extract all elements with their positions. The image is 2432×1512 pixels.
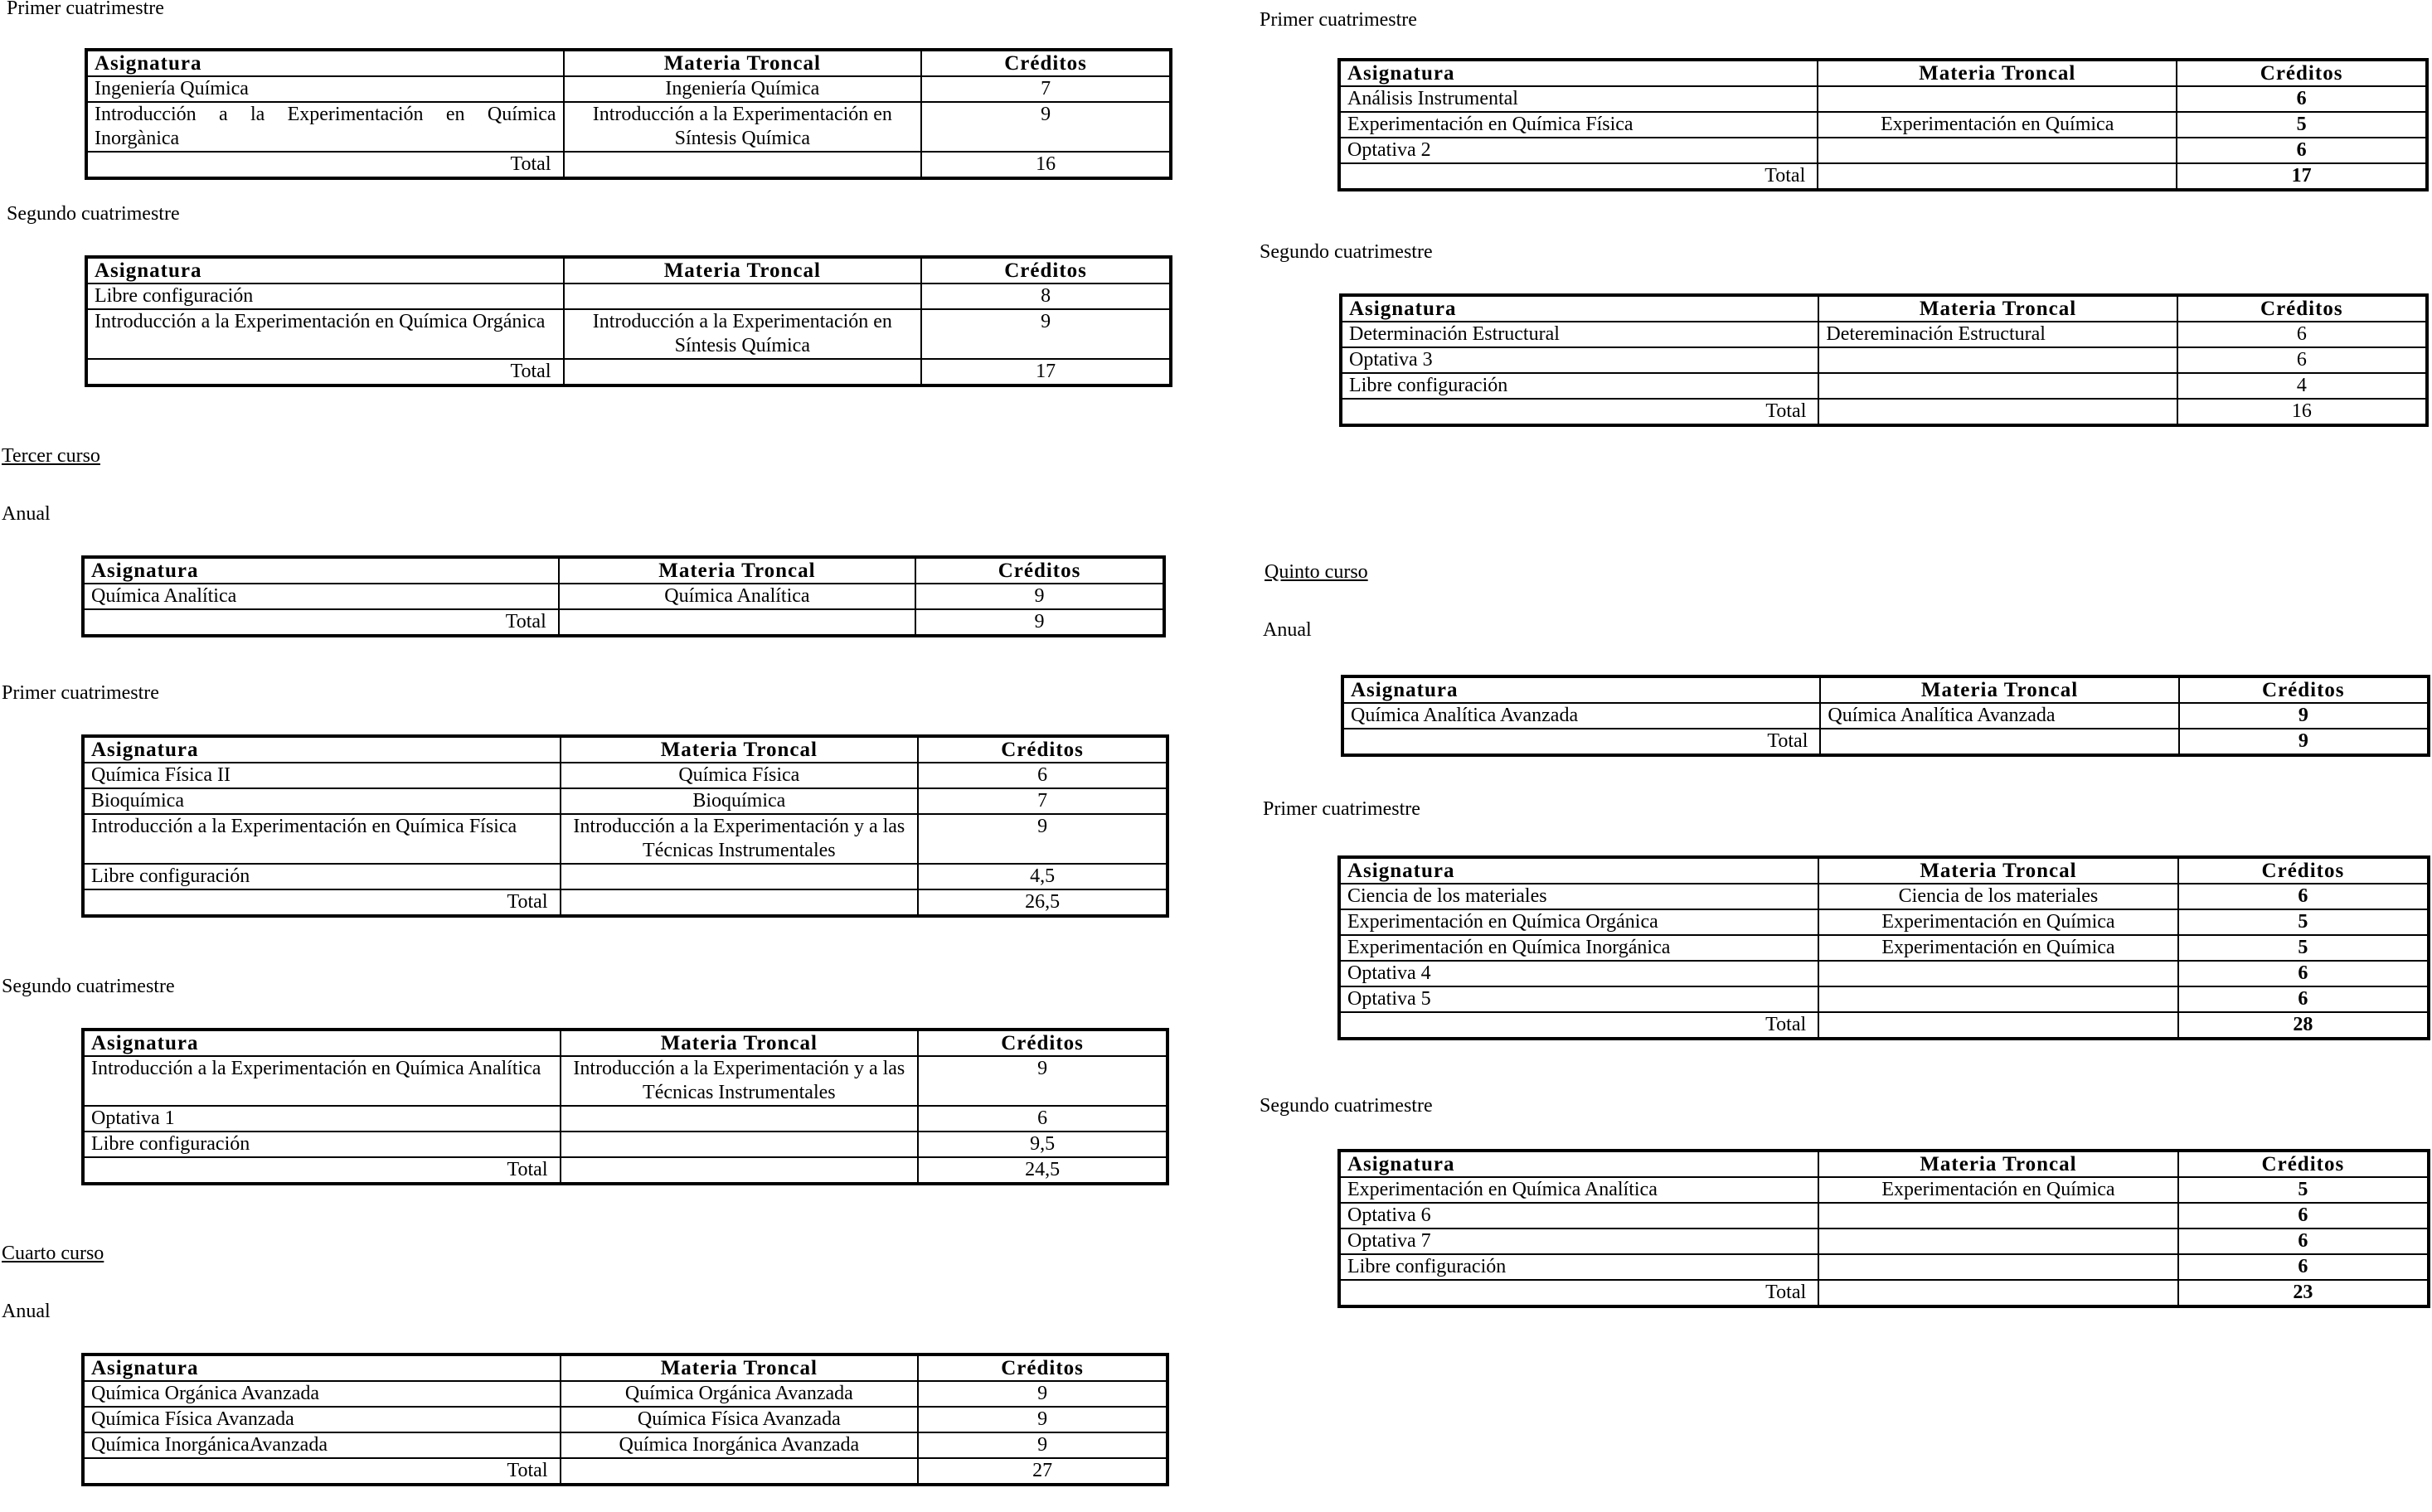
table-row bbox=[83, 864, 1167, 889]
col-header-creditos: Créditos bbox=[2178, 1151, 2429, 1177]
materia-troncal-cell: Introducción a la Experimentación en Síntesis Química bbox=[564, 309, 922, 359]
header-row bbox=[1342, 676, 2429, 703]
asignatura-cell: Libre configuración bbox=[86, 284, 564, 309]
total-label: Total bbox=[83, 889, 561, 916]
table-row bbox=[1339, 884, 2429, 909]
table-row bbox=[83, 814, 1167, 864]
table-row bbox=[86, 76, 1171, 102]
table-row bbox=[1339, 112, 2427, 138]
creditos-cell: 7 bbox=[918, 788, 1167, 814]
asignatura-cell: Libre configuración bbox=[1339, 1254, 1818, 1280]
total-empty-cell bbox=[559, 609, 915, 636]
asignatura-cell: Introducción a la Experimentación en Química Orgánica bbox=[86, 309, 564, 359]
creditos-cell: 9 bbox=[921, 102, 1171, 152]
col-header-asignatura: Asignatura bbox=[86, 50, 564, 76]
materia-troncal-cell: Experimentación en Química bbox=[1818, 1177, 2178, 1203]
header-row bbox=[86, 257, 1171, 284]
col-header-materia-troncal: Materia Troncal bbox=[561, 736, 919, 763]
materia-troncal-cell bbox=[561, 864, 919, 889]
asignatura-cell: Química Analítica bbox=[83, 584, 559, 609]
creditos-cell: 9 bbox=[921, 309, 1171, 359]
col-header-creditos: Créditos bbox=[2177, 60, 2427, 86]
asignatura-cell: Química Física II bbox=[83, 763, 561, 788]
materia-troncal-cell: Introducción a la Experimentación y a las Técnicas Instrumentales bbox=[561, 1056, 919, 1106]
asignatura-cell: Determinación Estructural bbox=[1341, 322, 1818, 347]
total-row bbox=[1339, 163, 2427, 190]
col-header-materia-troncal: Materia Troncal bbox=[561, 1354, 919, 1381]
col-header-creditos: Créditos bbox=[2177, 295, 2427, 322]
materia-troncal-cell: Química Inorgánica Avanzada bbox=[561, 1432, 919, 1458]
total-label: Total bbox=[83, 1458, 561, 1485]
total-label: Total bbox=[86, 359, 564, 385]
materia-troncal-cell: Introducción a la Experimentación y a las Técnicas Instrumentales bbox=[561, 814, 919, 864]
creditos-cell: 6 bbox=[2178, 884, 2429, 909]
table-row bbox=[83, 1132, 1167, 1157]
col-header-materia-troncal: Materia Troncal bbox=[1818, 295, 2177, 322]
col-header-asignatura: Asignatura bbox=[83, 557, 559, 584]
creditos-cell: 5 bbox=[2178, 935, 2429, 961]
creditos-cell: 9 bbox=[918, 1381, 1167, 1407]
materia-troncal-cell: Ciencia de los materiales bbox=[1818, 884, 2178, 909]
asignatura-cell: Introducción a la Experimentación en Química Física bbox=[83, 814, 561, 864]
asignatura-cell: Experimentación en Química Inorgánica bbox=[1339, 935, 1818, 961]
course-heading: Quinto curso bbox=[1265, 561, 1368, 583]
table-row bbox=[83, 584, 1164, 609]
materia-troncal-cell bbox=[564, 284, 922, 309]
col-header-creditos: Créditos bbox=[2179, 676, 2429, 703]
section-label: Segundo cuatrimestre bbox=[7, 203, 180, 225]
header-row bbox=[83, 1354, 1167, 1381]
credits-table bbox=[85, 48, 1172, 180]
total-empty-cell bbox=[1820, 729, 2178, 755]
credits-table bbox=[81, 734, 1169, 918]
col-header-materia-troncal: Materia Troncal bbox=[564, 257, 922, 284]
asignatura-cell: Optativa 2 bbox=[1339, 138, 1818, 163]
col-header-creditos: Créditos bbox=[918, 1354, 1167, 1381]
materia-troncal-cell: Química Física bbox=[561, 763, 919, 788]
creditos-cell: 8 bbox=[921, 284, 1171, 309]
materia-troncal-cell bbox=[1818, 1254, 2178, 1280]
total-label: Total bbox=[1342, 729, 1820, 755]
col-header-materia-troncal: Materia Troncal bbox=[1818, 60, 2177, 86]
table-row bbox=[1339, 935, 2429, 961]
asignatura-cell: Química InorgánicaAvanzada bbox=[83, 1432, 561, 1458]
total-creditos: 26,5 bbox=[918, 889, 1167, 916]
creditos-cell: 5 bbox=[2178, 1177, 2429, 1203]
total-creditos: 9 bbox=[2179, 729, 2429, 755]
col-header-asignatura: Asignatura bbox=[1339, 60, 1818, 86]
course-heading: Tercer curso bbox=[2, 445, 100, 467]
asignatura-cell: Libre configuración bbox=[83, 1132, 561, 1157]
total-row bbox=[1339, 1012, 2429, 1039]
creditos-cell: 4 bbox=[2177, 373, 2427, 399]
table-row bbox=[86, 309, 1171, 359]
table-row bbox=[1339, 1203, 2429, 1228]
creditos-cell: 9 bbox=[918, 1407, 1167, 1432]
table-row bbox=[83, 788, 1167, 814]
total-row bbox=[83, 609, 1164, 636]
table-row bbox=[1339, 986, 2429, 1012]
table-row bbox=[1339, 1177, 2429, 1203]
materia-troncal-cell bbox=[1818, 86, 2177, 112]
col-header-creditos: Créditos bbox=[918, 736, 1167, 763]
asignatura-cell: Experimentación en Química Orgánica bbox=[1339, 909, 1818, 935]
total-row bbox=[83, 1157, 1167, 1184]
creditos-cell: 5 bbox=[2178, 909, 2429, 935]
creditos-cell: 6 bbox=[2178, 1254, 2429, 1280]
creditos-cell: 6 bbox=[2177, 347, 2427, 373]
section-label: Segundo cuatrimestre bbox=[2, 976, 175, 997]
header-row bbox=[1339, 857, 2429, 884]
table-row bbox=[83, 1056, 1167, 1106]
asignatura-cell: Química Física Avanzada bbox=[83, 1407, 561, 1432]
total-empty-cell bbox=[1818, 163, 2177, 190]
col-header-asignatura: Asignatura bbox=[83, 1030, 561, 1056]
materia-troncal-cell: Detereminación Estructural bbox=[1818, 322, 2177, 347]
asignatura-cell: Optativa 4 bbox=[1339, 961, 1818, 986]
total-label: Total bbox=[1339, 163, 1818, 190]
materia-troncal-cell: Experimentación en Química bbox=[1818, 112, 2177, 138]
col-header-asignatura: Asignatura bbox=[1341, 295, 1818, 322]
total-empty-cell bbox=[564, 152, 922, 178]
creditos-cell: 6 bbox=[2178, 986, 2429, 1012]
creditos-cell: 9 bbox=[915, 584, 1164, 609]
materia-troncal-cell: Experimentación en Química bbox=[1818, 909, 2178, 935]
total-creditos: 24,5 bbox=[918, 1157, 1167, 1184]
creditos-cell: 6 bbox=[2178, 961, 2429, 986]
total-row bbox=[1342, 729, 2429, 755]
col-header-materia-troncal: Materia Troncal bbox=[559, 557, 915, 584]
col-header-asignatura: Asignatura bbox=[1342, 676, 1820, 703]
credits-table bbox=[1337, 58, 2429, 191]
asignatura-cell: Experimentación en Química Física bbox=[1339, 112, 1818, 138]
creditos-cell: 9 bbox=[918, 814, 1167, 864]
col-header-materia-troncal: Materia Troncal bbox=[1820, 676, 2178, 703]
materia-troncal-cell: Química Orgánica Avanzada bbox=[561, 1381, 919, 1407]
asignatura-cell: Libre configuración bbox=[1341, 373, 1818, 399]
asignatura-cell: Análisis Instrumental bbox=[1339, 86, 1818, 112]
table-row bbox=[1339, 138, 2427, 163]
total-creditos: 16 bbox=[2177, 399, 2427, 425]
total-creditos: 9 bbox=[915, 609, 1164, 636]
header-row bbox=[1339, 60, 2427, 86]
asignatura-cell: Química Orgánica Avanzada bbox=[83, 1381, 561, 1407]
materia-troncal-cell: Bioquímica bbox=[561, 788, 919, 814]
total-creditos: 17 bbox=[921, 359, 1171, 385]
table-row bbox=[1341, 322, 2427, 347]
total-empty-cell bbox=[564, 359, 922, 385]
asignatura-cell: Optativa 7 bbox=[1339, 1228, 1818, 1254]
asignatura-cell: Optativa 1 bbox=[83, 1106, 561, 1132]
total-creditos: 27 bbox=[918, 1458, 1167, 1485]
table-row bbox=[1341, 347, 2427, 373]
materia-troncal-cell bbox=[561, 1106, 919, 1132]
materia-troncal-cell bbox=[1818, 373, 2177, 399]
credits-table bbox=[1339, 293, 2429, 427]
creditos-cell: 6 bbox=[918, 1106, 1167, 1132]
credits-table bbox=[1337, 855, 2430, 1040]
materia-troncal-cell bbox=[1818, 347, 2177, 373]
col-header-asignatura: Asignatura bbox=[83, 1354, 561, 1381]
total-creditos: 28 bbox=[2178, 1012, 2429, 1039]
header-row bbox=[1339, 1151, 2429, 1177]
asignatura-cell: Introducción a la Experimentación en Química Analítica bbox=[83, 1056, 561, 1106]
total-empty-cell bbox=[561, 889, 919, 916]
asignatura-cell: Ciencia de los materiales bbox=[1339, 884, 1818, 909]
table-row bbox=[86, 102, 1171, 152]
table-row bbox=[83, 1407, 1167, 1432]
creditos-cell: 9 bbox=[918, 1432, 1167, 1458]
total-label: Total bbox=[1341, 399, 1818, 425]
credits-table bbox=[81, 1353, 1169, 1486]
table-row bbox=[1341, 373, 2427, 399]
creditos-cell: 4,5 bbox=[918, 864, 1167, 889]
total-empty-cell bbox=[1818, 1012, 2178, 1039]
creditos-cell: 6 bbox=[2177, 322, 2427, 347]
total-label: Total bbox=[1339, 1012, 1818, 1039]
table-row bbox=[83, 1381, 1167, 1407]
total-row bbox=[1341, 399, 2427, 425]
col-header-creditos: Créditos bbox=[918, 1030, 1167, 1056]
credits-table bbox=[85, 255, 1172, 387]
table-row bbox=[1339, 86, 2427, 112]
asignatura-cell: Optativa 6 bbox=[1339, 1203, 1818, 1228]
col-header-creditos: Créditos bbox=[915, 557, 1164, 584]
credits-table bbox=[81, 555, 1166, 637]
header-row bbox=[1341, 295, 2427, 322]
course-heading: Cuarto curso bbox=[2, 1243, 104, 1264]
materia-troncal-cell: Experimentación en Química bbox=[1818, 935, 2178, 961]
col-header-asignatura: Asignatura bbox=[1339, 857, 1818, 884]
col-header-materia-troncal: Materia Troncal bbox=[1818, 1151, 2178, 1177]
asignatura-cell: Optativa 5 bbox=[1339, 986, 1818, 1012]
section-label: Segundo cuatrimestre bbox=[1260, 1095, 1433, 1117]
asignatura-cell: Experimentación en Química Analítica bbox=[1339, 1177, 1818, 1203]
total-empty-cell bbox=[561, 1458, 919, 1485]
creditos-cell: 6 bbox=[2177, 86, 2427, 112]
section-label: Primer cuatrimestre bbox=[2, 682, 159, 704]
total-label: Total bbox=[83, 1157, 561, 1184]
total-empty-cell bbox=[561, 1157, 919, 1184]
asignatura-cell: Libre configuración bbox=[83, 864, 561, 889]
section-label: Segundo cuatrimestre bbox=[1260, 241, 1433, 263]
asignatura-cell: Química Analítica Avanzada bbox=[1342, 703, 1820, 729]
creditos-cell: 9 bbox=[918, 1056, 1167, 1106]
asignatura-cell: Bioquímica bbox=[83, 788, 561, 814]
materia-troncal-cell bbox=[1818, 1228, 2178, 1254]
creditos-cell: 6 bbox=[2178, 1228, 2429, 1254]
total-creditos: 16 bbox=[921, 152, 1171, 178]
asignatura-cell: Ingeniería Química bbox=[86, 76, 564, 102]
materia-troncal-cell bbox=[561, 1132, 919, 1157]
col-header-creditos: Créditos bbox=[921, 257, 1171, 284]
section-label: Anual bbox=[1263, 619, 1312, 641]
total-label: Total bbox=[83, 609, 559, 636]
section-label: Primer cuatrimestre bbox=[1260, 9, 1417, 31]
materia-troncal-cell bbox=[1818, 138, 2177, 163]
section-label: Primer cuatrimestre bbox=[1263, 798, 1420, 820]
creditos-cell: 6 bbox=[918, 763, 1167, 788]
header-row bbox=[83, 1030, 1167, 1056]
creditos-cell: 6 bbox=[2177, 138, 2427, 163]
col-header-asignatura: Asignatura bbox=[1339, 1151, 1818, 1177]
total-row bbox=[1339, 1280, 2429, 1306]
asignatura-cell: Optativa 3 bbox=[1341, 347, 1818, 373]
materia-troncal-cell: Química Física Avanzada bbox=[561, 1407, 919, 1432]
credits-table bbox=[81, 1028, 1169, 1185]
col-header-creditos: Créditos bbox=[2178, 857, 2429, 884]
materia-troncal-cell bbox=[1818, 986, 2178, 1012]
table-row bbox=[83, 763, 1167, 788]
creditos-cell: 6 bbox=[2178, 1203, 2429, 1228]
table-row bbox=[83, 1106, 1167, 1132]
table-row bbox=[83, 1432, 1167, 1458]
total-row bbox=[86, 359, 1171, 385]
creditos-cell: 7 bbox=[921, 76, 1171, 102]
col-header-materia-troncal: Materia Troncal bbox=[1818, 857, 2178, 884]
col-header-asignatura: Asignatura bbox=[83, 736, 561, 763]
total-label: Total bbox=[1339, 1280, 1818, 1306]
materia-troncal-cell: Química Analítica bbox=[559, 584, 915, 609]
col-header-asignatura: Asignatura bbox=[86, 257, 564, 284]
creditos-cell: 9,5 bbox=[918, 1132, 1167, 1157]
asignatura-cell: Introducción a la Experimentación en Química Inorgànica bbox=[86, 102, 564, 152]
section-label: Primer cuatrimestre bbox=[7, 0, 164, 19]
section-label: Anual bbox=[2, 1301, 51, 1322]
materia-troncal-cell: Química Analítica Avanzada bbox=[1820, 703, 2178, 729]
table-row bbox=[1339, 1228, 2429, 1254]
section-label: Anual bbox=[2, 503, 51, 525]
creditos-cell: 5 bbox=[2177, 112, 2427, 138]
total-empty-cell bbox=[1818, 1280, 2178, 1306]
table-row bbox=[1342, 703, 2429, 729]
creditos-cell: 9 bbox=[2179, 703, 2429, 729]
total-label: Total bbox=[86, 152, 564, 178]
col-header-materia-troncal: Materia Troncal bbox=[564, 50, 922, 76]
col-header-creditos: Créditos bbox=[921, 50, 1171, 76]
total-empty-cell bbox=[1818, 399, 2177, 425]
total-row bbox=[83, 889, 1167, 916]
total-row bbox=[83, 1458, 1167, 1485]
header-row bbox=[86, 50, 1171, 76]
credits-table bbox=[1337, 1149, 2430, 1308]
credits-table bbox=[1341, 675, 2430, 757]
col-header-materia-troncal: Materia Troncal bbox=[561, 1030, 919, 1056]
materia-troncal-cell: Ingeniería Química bbox=[564, 76, 922, 102]
materia-troncal-cell bbox=[1818, 1203, 2178, 1228]
total-creditos: 17 bbox=[2177, 163, 2427, 190]
materia-troncal-cell bbox=[1818, 961, 2178, 986]
total-creditos: 23 bbox=[2178, 1280, 2429, 1306]
header-row bbox=[83, 736, 1167, 763]
table-row bbox=[1339, 961, 2429, 986]
header-row bbox=[83, 557, 1164, 584]
total-row bbox=[86, 152, 1171, 178]
materia-troncal-cell: Introducción a la Experimentación en Síntesis Química bbox=[564, 102, 922, 152]
table-row bbox=[1339, 909, 2429, 935]
table-row bbox=[86, 284, 1171, 309]
table-row bbox=[1339, 1254, 2429, 1280]
